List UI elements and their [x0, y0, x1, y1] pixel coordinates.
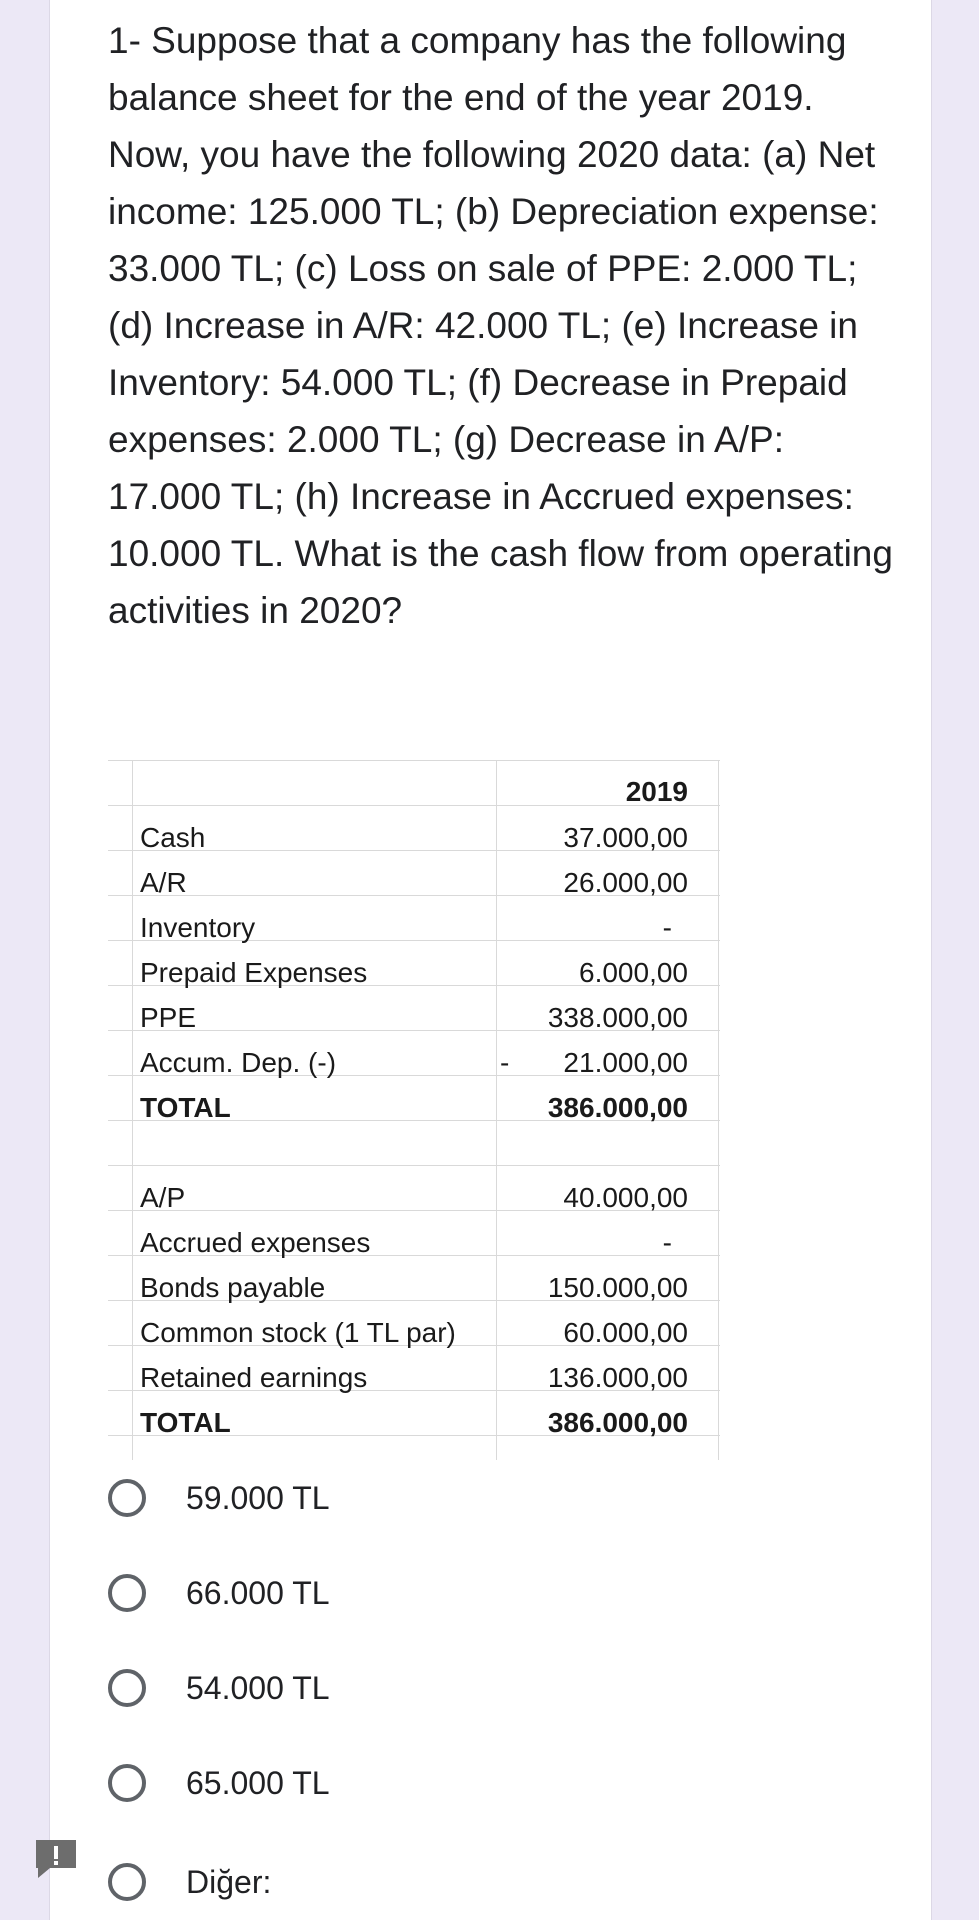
- balance-sheet-table: [108, 760, 720, 1460]
- row-value: 338.000,00: [547, 1002, 688, 1033]
- row-label: Retained earnings: [140, 1362, 368, 1393]
- row-label-total: TOTAL: [140, 1407, 231, 1438]
- option-54000[interactable]: [108, 1658, 608, 1718]
- row-value: 60.000,00: [563, 1317, 688, 1348]
- option-label: Diğer:: [186, 1863, 272, 1900]
- row-value: 6.000,00: [579, 957, 688, 988]
- row-label-total: TOTAL: [140, 1092, 231, 1123]
- row-value: 26.000,00: [563, 867, 688, 898]
- row-value: -: [662, 912, 672, 943]
- radio-button-icon[interactable]: [108, 1574, 146, 1612]
- option-66000[interactable]: [108, 1563, 608, 1623]
- option-65000[interactable]: [108, 1753, 608, 1813]
- radio-button-icon[interactable]: [108, 1669, 146, 1707]
- option-59000[interactable]: [108, 1468, 608, 1528]
- option-label: 66.000 TL: [186, 1574, 330, 1611]
- row-label: Accum. Dep. (-): [140, 1047, 337, 1078]
- table-divider: [108, 1165, 720, 1166]
- row-label: Prepaid Expenses: [140, 957, 368, 988]
- row-label: Inventory: [140, 912, 256, 943]
- row-label: Bonds payable: [140, 1272, 326, 1303]
- option-label: 59.000 TL: [186, 1479, 330, 1516]
- row-value: 136.000,00: [547, 1362, 688, 1393]
- row-label: Common stock (1 TL par): [140, 1317, 456, 1348]
- year-header: 2019: [625, 776, 688, 807]
- option-other[interactable]: [108, 1852, 608, 1912]
- row-label: A/P: [140, 1182, 186, 1213]
- option-label: 54.000 TL: [186, 1669, 330, 1706]
- row-label: Accrued expenses: [140, 1227, 371, 1258]
- radio-button-icon[interactable]: [108, 1764, 146, 1802]
- row-label: Cash: [140, 822, 206, 853]
- row-value-total: 386.000,00: [547, 1407, 688, 1438]
- row-value: 21.000,00: [563, 1047, 688, 1078]
- table-divider: [132, 760, 133, 1460]
- radio-button-icon[interactable]: [108, 1479, 146, 1517]
- radio-button-icon[interactable]: [108, 1863, 146, 1901]
- row-value: -: [662, 1227, 672, 1258]
- table-divider: [108, 760, 720, 761]
- table-divider: [718, 760, 719, 1460]
- row-value: 150.000,00: [547, 1272, 688, 1303]
- row-value: 37.000,00: [563, 822, 688, 853]
- row-value: 40.000,00: [563, 1182, 688, 1213]
- row-value-total: 386.000,00: [547, 1092, 688, 1123]
- row-label: PPE: [140, 1002, 197, 1033]
- option-label: 65.000 TL: [186, 1764, 330, 1801]
- question-text: 1- Suppose that a company has the following balance sheet for the end of the year 2019. Now, you have the following 2020 data: (a) Net income: 125.000 TL; (b) Depreciation expense: 33.000 TL; (c) Loss on sale of PPE: 2.000 TL; (d) Increase in A/R: 42.000 TL; (e) Increase in Inventory: 54.000 TL; (f) Decrease in Prepaid expenses: 2.000 TL; (g) Decrease in A/P: 17.000 TL; (h) Increase in Accrued expenses: 10.000 TL. What is the cash flow from operating activities in 2020?: [108, 20, 893, 631]
- row-label: A/R: [140, 867, 187, 898]
- minus-sign: -: [500, 1047, 510, 1078]
- alert-icon[interactable]: [32, 1838, 80, 1880]
